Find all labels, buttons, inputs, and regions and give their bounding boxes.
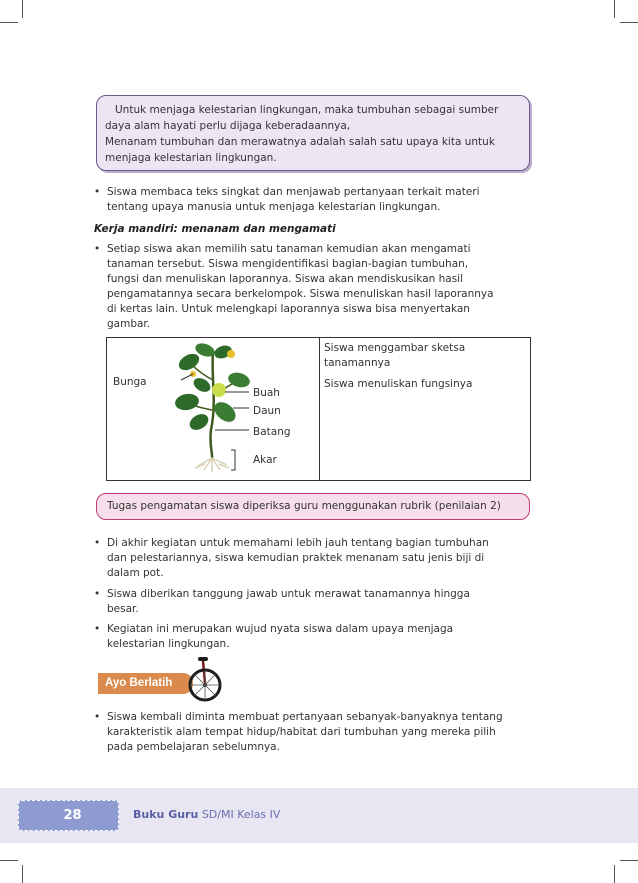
section-heading: Kerja mandiri: menanam dan mengamati — [94, 223, 336, 235]
crop-mark — [22, 0, 23, 18]
practice-badge: Ayo Berlatih — [98, 673, 193, 694]
note-line: menjaga kelestarian lingkungan. — [105, 152, 277, 164]
bullet-conservation-note — [94, 622, 534, 652]
crop-mark — [620, 860, 638, 861]
bullet-line: pengamatannya secara berkelompok. Siswa menuliskan hasil laporannya — [107, 288, 494, 300]
label-daun: Daun — [253, 405, 281, 417]
table-cell-sketch — [324, 341, 524, 371]
bullet-line: kelestarian lingkungan. — [107, 638, 230, 650]
label-buah: Buah — [253, 387, 280, 399]
note-line: Untuk menjaga kelestarian lingkungan, maka tumbuhan sebagai sumber — [115, 104, 499, 116]
note-line: daya alam hayati perlu dijaga keberadaannya, — [105, 120, 351, 132]
bullet-planting-task — [94, 536, 534, 581]
bullet-line: • Di akhir kegiatan untuk memahami lebih jauh tentang bagian tumbuhan — [107, 537, 489, 549]
cell-line: Siswa menggambar sketsa — [324, 342, 466, 354]
crop-mark — [614, 0, 615, 18]
crop-mark — [0, 22, 18, 23]
label-akar: Akar — [253, 454, 277, 466]
note-line: Menanam tumbuhan dan merawatnya adalah salah satu upaya kita untuk — [105, 136, 495, 148]
bullet-line: karakteristik alam tempat hidup/habitat dari tumbuhan yang mereka pilih — [107, 726, 496, 738]
unicycle-icon — [184, 655, 226, 703]
label-bunga: Bunga — [113, 376, 147, 388]
bullet-line: fungsi dan menuliskan laporannya. Siswa akan mendiskusikan hasil — [107, 273, 464, 285]
bullet-reading-task — [94, 185, 534, 215]
bullet-line: tanaman tersebut. Siswa mengidentifikasi bagian-bagian tumbuhan, — [107, 258, 469, 270]
table-divider — [319, 338, 320, 480]
book-title-sub: SD/MI Kelas IV — [201, 808, 281, 821]
crop-mark — [22, 865, 23, 883]
bullet-line: besar. — [107, 603, 139, 615]
bullet-line: di kertas lain. Untuk melengkapi laporannya siswa bisa menyertakan — [107, 303, 470, 315]
bullet-line: dan pelestariannya, siswa kemudian praktek menanam satu jenis biji di — [107, 552, 485, 564]
bullet-line: • Siswa membaca teks singkat dan menjawab pertanyaan terkait materi — [107, 186, 480, 198]
plant-observation-table — [106, 337, 531, 481]
bullet-line: pada pembelajaran sebelumnya. — [107, 741, 280, 753]
bullet-line: • Siswa diberikan tanggung jawab untuk merawat tanamannya hingga — [107, 588, 470, 600]
bullet-line: dalam pot. — [107, 567, 164, 579]
assessment-note: Tugas pengamatan siswa diperiksa guru menggunakan rubrik (penilaian 2) — [96, 493, 530, 520]
bullet-line: • Kegiatan ini merupakan wujud nyata siswa dalam upaya menjaga — [107, 623, 454, 635]
bullet-observation-task — [94, 242, 534, 332]
bullet-question-task — [94, 710, 534, 755]
page-number: 28 — [18, 800, 119, 831]
bullet-line: • Siswa kembali diminta membuat pertanyaan sebanyak-banyaknya tentang — [107, 711, 503, 723]
bullet-line: tentang upaya manusia untuk menjaga kelestarian lingkungan. — [107, 201, 441, 213]
crop-mark — [614, 865, 615, 883]
bullet-line: gambar. — [107, 318, 151, 330]
book-title — [133, 808, 280, 821]
crop-mark — [620, 22, 638, 23]
bullet-care-task — [94, 587, 534, 617]
bullet-line: • Setiap siswa akan memilih satu tanaman kemudian akan mengamati — [107, 243, 471, 255]
crop-mark — [0, 860, 18, 861]
label-batang: Batang — [253, 426, 291, 438]
info-note-box — [96, 95, 530, 171]
book-title-main: Buku Guru — [133, 808, 199, 821]
cell-line: tanamannya — [324, 357, 391, 369]
table-cell-function: Siswa menuliskan fungsinya — [324, 378, 473, 390]
